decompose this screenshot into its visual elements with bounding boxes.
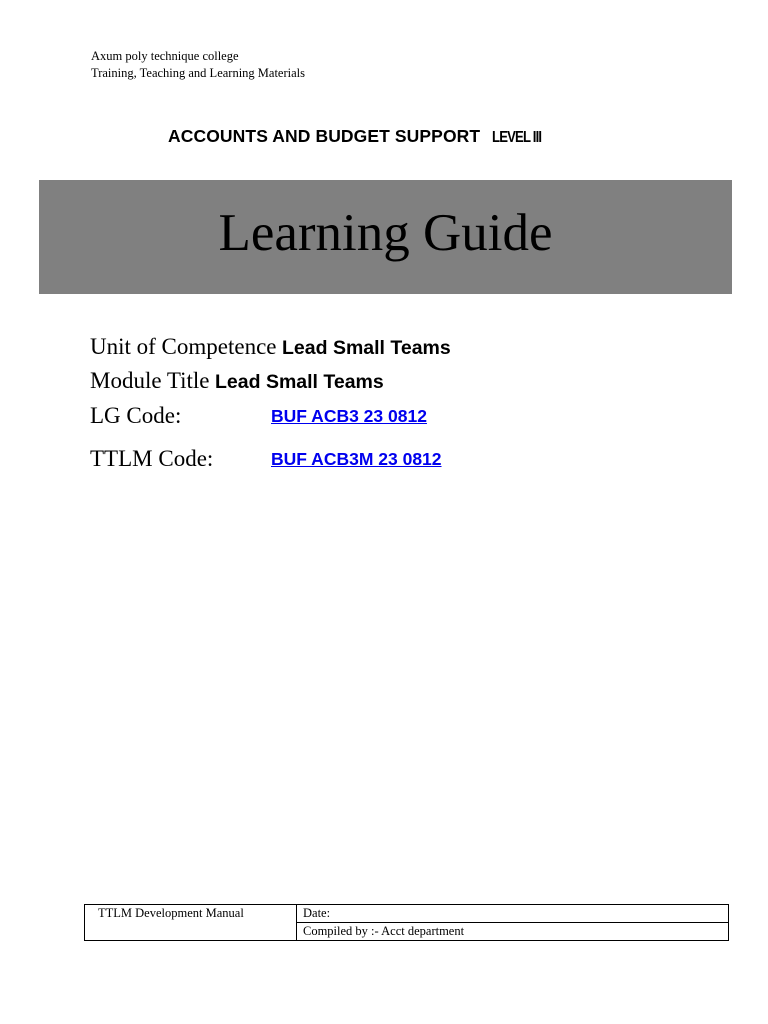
ttlm-code-link[interactable]: BUF ACB3M 23 0812 — [271, 449, 442, 469]
unit-label: Unit of Competence — [90, 334, 277, 359]
materials-subtitle: Training, Teaching and Learning Materials — [91, 66, 306, 80]
module-title-row — [90, 368, 384, 394]
course-level: LEVEL III — [492, 129, 542, 146]
document-header — [91, 48, 305, 82]
footer-row — [85, 905, 729, 923]
date-cell: Date: — [297, 905, 729, 923]
manual-cell: TTLM Development Manual — [85, 905, 297, 941]
lg-code-row — [90, 403, 427, 429]
ttlm-code-row — [90, 446, 442, 472]
banner-title: Learning Guide — [218, 204, 553, 262]
institution-name: Axum poly technique college — [91, 49, 239, 63]
unit-value: Lead Small Teams — [282, 337, 451, 359]
module-value: Lead Small Teams — [215, 371, 384, 393]
unit-of-competence-row — [90, 334, 451, 360]
compiled-by-cell: Compiled by :- Acct department — [297, 923, 729, 941]
footer-table — [84, 904, 729, 941]
course-title: ACCOUNTS AND BUDGET SUPPORT — [168, 126, 481, 146]
lg-code-link[interactable]: BUF ACB3 23 0812 — [271, 406, 427, 426]
module-label: Module Title — [90, 368, 210, 393]
lg-code-label: LG Code: — [90, 403, 182, 428]
ttlm-code-label: TTLM Code: — [90, 446, 214, 471]
course-heading — [168, 126, 552, 147]
title-banner — [39, 180, 732, 294]
